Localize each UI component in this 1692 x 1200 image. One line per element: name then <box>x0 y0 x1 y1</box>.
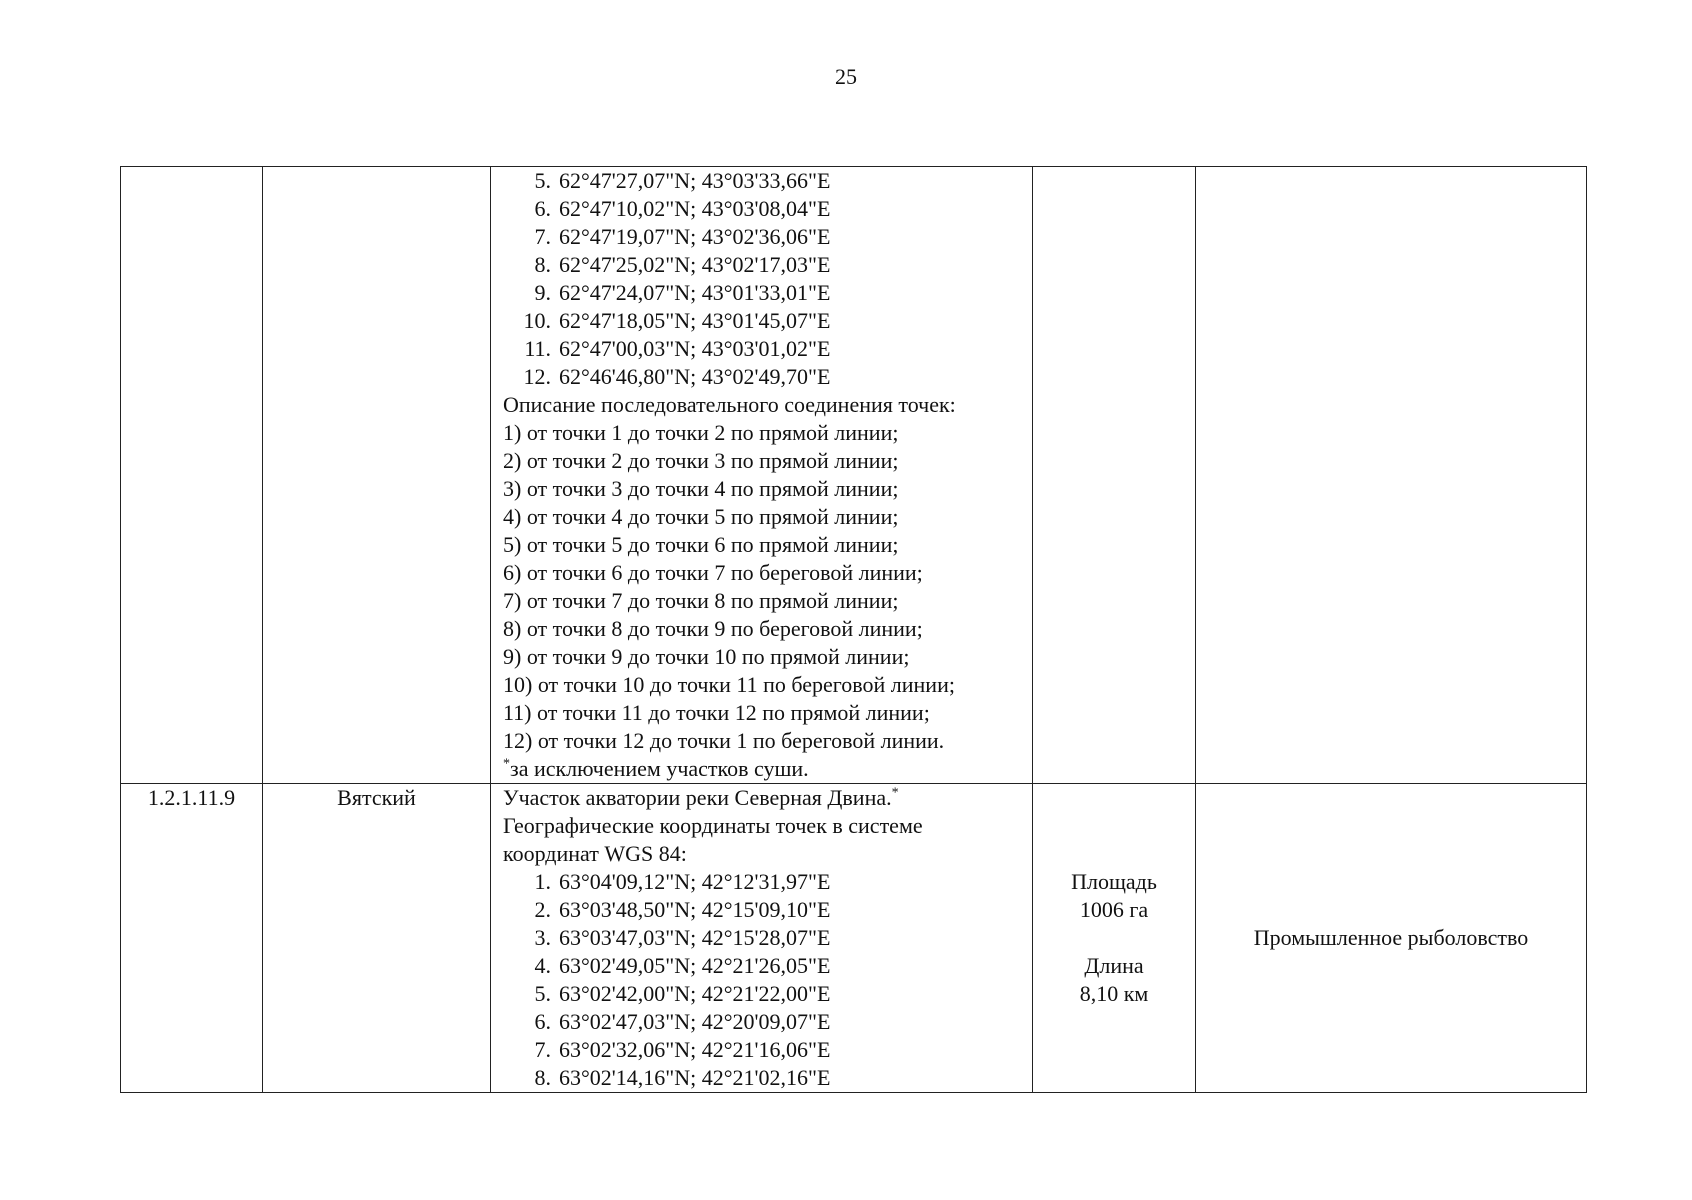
connection-item: 6) от точки 6 до точки 7 по береговой линии; <box>503 560 923 585</box>
table-row <box>121 784 1587 1093</box>
length-value: 8,10 км <box>1079 981 1149 1006</box>
table-row <box>121 167 1587 784</box>
footnote-mark: * <box>891 785 899 801</box>
coordinate-item: 2. 63°03'48,50"N; 42°15'09,10"E <box>534 897 831 922</box>
coordinate-item: 8. 63°02'14,16"N; 42°21'02,16"E <box>534 1065 831 1090</box>
coordinate-item: 8. 62°47'25,02"N; 43°02'17,03"E <box>534 252 831 277</box>
area-id: 1.2.1.11.9 <box>121 784 263 1093</box>
connection-item: 4) от точки 4 до точки 5 по прямой линии; <box>503 504 899 529</box>
coordinate-item: 5. 62°47'27,07"N; 43°03'33,66"E <box>534 168 831 193</box>
footnote: *за исключением участков суши. <box>503 756 809 781</box>
cell-name-empty <box>263 167 491 784</box>
cell-description <box>491 167 1033 784</box>
description-title: Участок акватории реки Северная Двина.* <box>503 785 899 810</box>
coordinate-item: 4. 63°02'49,05"N; 42°21'26,05"E <box>534 953 831 978</box>
area-name: Вятский <box>263 784 491 1093</box>
connection-item: 10) от точки 10 до точки 11 по береговой линии; <box>503 672 955 697</box>
coordinate-item: 10. 62°47'18,05"N; 43°01'45,07"E <box>523 308 831 333</box>
coordinate-item: 6. 62°47'10,02"N; 43°03'08,04"E <box>534 196 831 221</box>
length-label: Длина <box>1084 953 1144 978</box>
connection-item: 1) от точки 1 до точки 2 по прямой линии; <box>503 420 899 445</box>
connection-item: 3) от точки 3 до точки 4 по прямой линии; <box>503 476 899 501</box>
connection-item: 8) от точки 8 до точки 9 по береговой линии; <box>503 616 923 641</box>
coordinate-item: 7. 63°02'32,06"N; 42°21'16,06"E <box>534 1037 831 1062</box>
footnote-mark: * <box>503 756 510 772</box>
coordinate-item: 7. 62°47'19,07"N; 43°02'36,06"E <box>534 224 831 249</box>
area-value: 1006 га <box>1079 897 1149 922</box>
cell-usage-empty <box>1196 167 1587 784</box>
cell-measure-empty <box>1033 167 1196 784</box>
connection-item: 2) от точки 2 до точки 3 по прямой линии; <box>503 448 899 473</box>
connection-item: 11) от точки 11 до точки 12 по прямой линии; <box>503 700 930 725</box>
coordinate-item: 5. 63°02'42,00"N; 42°21'22,00"E <box>534 981 831 1006</box>
page-number: 25 <box>835 64 857 89</box>
connection-item: 5) от точки 5 до точки 6 по прямой линии; <box>503 532 899 557</box>
connection-item: 12) от точки 12 до точки 1 по береговой линии. <box>503 728 945 753</box>
description-line: координат WGS 84: <box>503 841 687 866</box>
coordinate-item: 6. 63°02'47,03"N; 42°20'09,07"E <box>534 1009 831 1034</box>
cell-id-empty <box>121 167 263 784</box>
connection-item: 7) от точки 7 до точки 8 по прямой линии; <box>503 588 899 613</box>
usage-type: Промышленное рыболовство <box>1196 784 1587 1093</box>
coordinate-item: 9. 62°47'24,07"N; 43°01'33,01"E <box>534 280 831 305</box>
fishing-areas-table <box>120 166 1587 1093</box>
coordinate-item: 3. 63°03'47,03"N; 42°15'28,07"E <box>534 925 831 950</box>
connection-item: 9) от точки 9 до точки 10 по прямой линии; <box>503 644 910 669</box>
connection-heading: Описание последовательного соединения точек: <box>503 392 956 417</box>
coordinate-item: 1. 63°04'09,12"N; 42°12'31,97"E <box>534 869 831 894</box>
coordinate-item: 11. 62°47'00,03"N; 43°03'01,02"E <box>524 336 831 361</box>
area-label: Площадь <box>1071 869 1157 894</box>
cell-measure <box>1033 784 1196 1093</box>
description-line: Географические координаты точек в системе <box>503 813 923 838</box>
cell-description <box>491 784 1033 1093</box>
coordinate-item: 12. 62°46'46,80"N; 43°02'49,70"E <box>523 364 831 389</box>
